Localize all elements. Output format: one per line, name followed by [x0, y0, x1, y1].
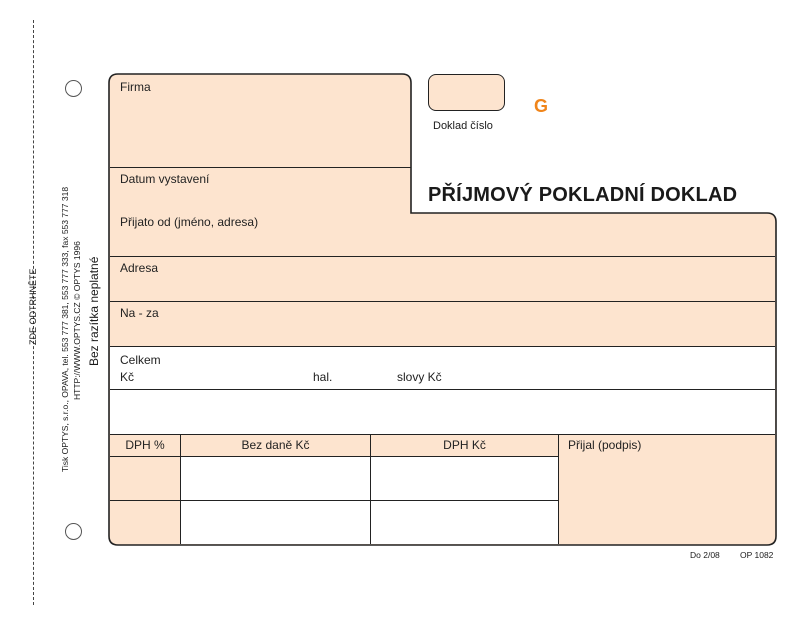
- printer-info-line1: Tisk OPTYS, s.r.o., OPAVA, tel. 553 777 381, 553 777 333, fax 553 777 318: [60, 186, 70, 472]
- form-code-2: OP 1082: [740, 550, 774, 560]
- rule-naza: [110, 346, 775, 347]
- total-area: [110, 346, 775, 434]
- label-celkem: Celkem: [120, 353, 161, 367]
- label-prijato-od: Přijato od (jméno, adresa): [120, 215, 259, 229]
- table-header-dph-kc: DPH Kč: [443, 438, 486, 452]
- table-header-bez-dane: Bez daně Kč: [241, 438, 310, 452]
- doc-number-box: [428, 74, 505, 111]
- label-datum-vystaveni: Datum vystavení: [120, 172, 210, 186]
- tear-label: ZDE ODTRHNĚTE: [28, 268, 38, 345]
- label-adresa: Adresa: [120, 261, 159, 275]
- form-code-1: Do 2/08: [690, 550, 720, 560]
- rule-adresa: [110, 301, 775, 302]
- label-doklad-cislo: Doklad číslo: [433, 120, 493, 132]
- label-firma: Firma: [120, 80, 151, 94]
- rule-words: [110, 434, 775, 435]
- col-divider-3: [558, 434, 559, 544]
- printer-info-line2: HTTP://WWW.OPTYS.CZ © OPTYS 1996: [72, 241, 82, 400]
- label-na-za: Na - za: [120, 306, 159, 320]
- table-header-dph-percent: DPH %: [125, 438, 165, 452]
- label-kc: Kč: [120, 370, 135, 384]
- rule-prijato: [110, 256, 775, 257]
- stamp-note: Bez razítka neplatné: [87, 256, 101, 366]
- rule-celkem: [110, 389, 775, 390]
- label-hal: hal.: [313, 370, 333, 384]
- label-slovy-kc: slovy Kč: [397, 370, 442, 384]
- rule-table-row: [110, 500, 558, 501]
- rule-table-header: [110, 456, 558, 457]
- rule-firma: [110, 167, 411, 168]
- label-prijal-podpis: Přijal (podpis): [568, 438, 642, 452]
- page-title: PŘÍJMOVÝ POKLADNÍ DOKLAD: [428, 184, 738, 206]
- series-letter: G: [534, 96, 549, 116]
